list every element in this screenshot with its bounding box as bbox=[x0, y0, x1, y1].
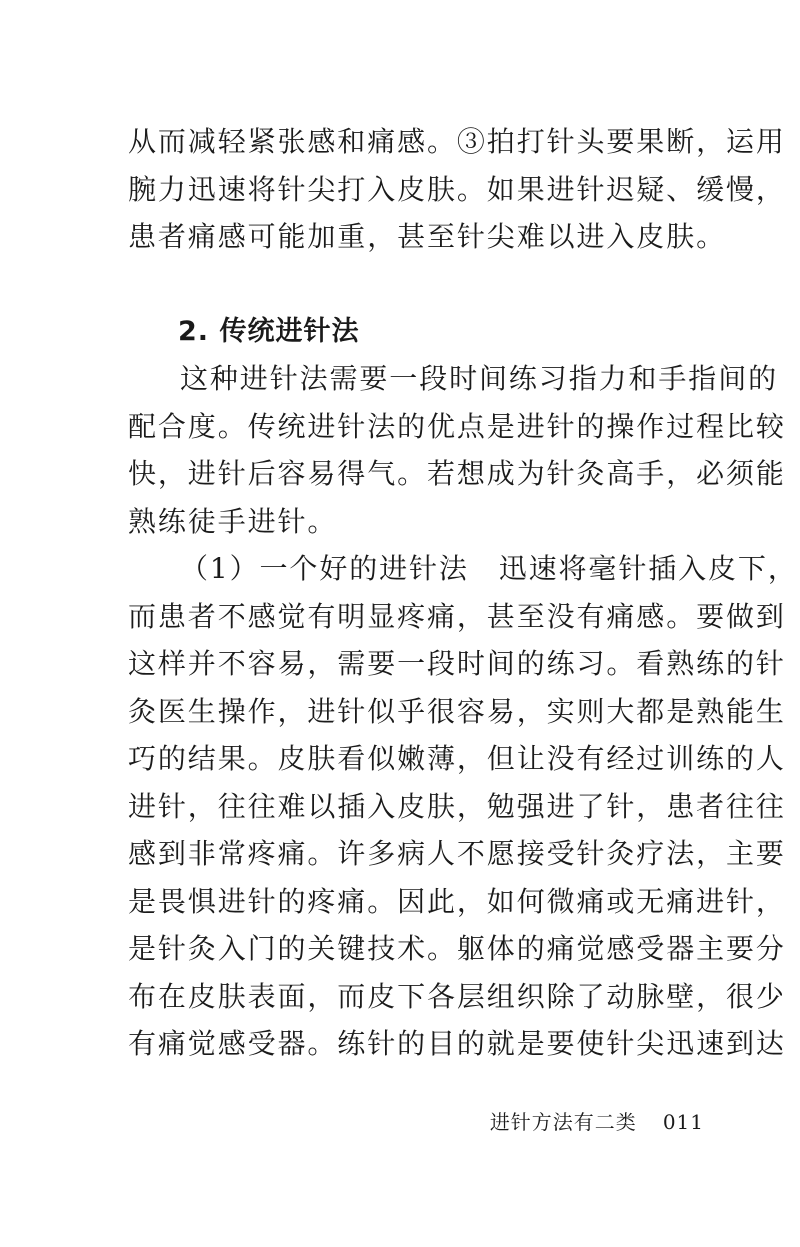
paragraph-line: 巧的结果。皮肤看似嫩薄，但让没有经过训练的人 bbox=[128, 742, 786, 775]
paragraph-line: 而患者不感觉有明显疼痛，甚至没有痛感。要做到 bbox=[128, 599, 786, 633]
paragraph-line: 快，进针后容易得气。若想成为针灸高手，必须能 bbox=[128, 457, 786, 490]
paragraph-line: 患者痛感可能加重，甚至针尖难以进入皮肤。 bbox=[128, 220, 727, 253]
paragraph-good-insertion bbox=[128, 545, 798, 1068]
paragraph-line: 配合度。传统进针法的优点是进针的操作过程比较 bbox=[128, 409, 786, 443]
paragraph-line: 这种进针法需要一段时间练习指力和手指间的 bbox=[180, 362, 779, 395]
paragraph-line: 是畏惧进针的疼痛。因此，如何微痛或无痛进针， bbox=[128, 884, 786, 918]
paragraph-intro bbox=[128, 355, 786, 545]
paragraph-line: 感到非常疼痛。许多病人不愿接受针灸疗法，主要 bbox=[128, 837, 786, 870]
paragraph-line: 有痛觉感受器。练针的目的就是要使针尖迅速到达 bbox=[128, 1027, 786, 1060]
paragraph-line: 进针，往往难以插入皮肤，勉强进了针，患者往往 bbox=[128, 789, 786, 823]
page-number: 011 bbox=[662, 1110, 704, 1134]
running-footer-title: 进针方法有二类 bbox=[489, 1110, 637, 1134]
paragraph-line: 灸医生操作，进针似乎很容易，实则大都是熟能生 bbox=[128, 694, 786, 728]
paragraph-line: 从而减轻紧张感和痛感。③拍打针头要果断，运用 bbox=[128, 125, 786, 158]
section-heading: 2. 传统进针法 bbox=[178, 316, 360, 347]
paragraph-line: 熟练徒手进针。 bbox=[128, 504, 338, 538]
paragraph-line: 腕力迅速将针尖打入皮肤。如果进针迟疑、缓慢， bbox=[128, 172, 786, 206]
top-paragraph bbox=[128, 118, 786, 261]
paragraph-line: 是针灸入门的关键技术。躯体的痛觉感受器主要分 bbox=[128, 932, 786, 965]
page-footer bbox=[490, 1105, 704, 1139]
paragraph-line: 这样并不容易，需要一段时间的练习。看熟练的针 bbox=[128, 647, 786, 680]
paragraph-line: 布在皮肤表面，而皮下各层组织除了动脉壁，很少 bbox=[128, 979, 786, 1013]
paragraph-line: （1）一个好的进针法 迅速将毫针插入皮下， bbox=[180, 552, 798, 585]
